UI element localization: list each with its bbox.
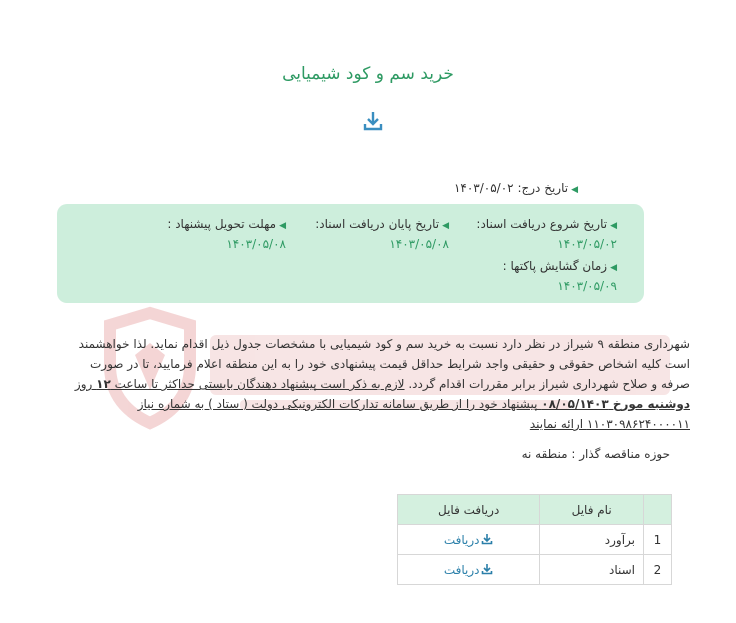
header-num (644, 495, 672, 525)
download-label: دریافت (443, 562, 480, 577)
doc-start-value: ۱۴۰۳/۰۵/۰۲ (557, 237, 617, 251)
deadline-label: مهلت تحویل پیشنهاد : (167, 217, 277, 231)
download-label: دریافت (443, 532, 480, 547)
description-submit: پیشنهاد خود را از طریق سامانه تدارکات الکترونیکی دولت ( ستاد ) به شماره نیاز ۱۱۰۳۰۹۸۶۲۴۰۰۰۰۱۱ ارائه نمایند (137, 397, 690, 431)
description-hour: ۱۲ (96, 377, 111, 391)
doc-start-label: تاریخ شروع دریافت اسناد: (476, 217, 608, 231)
opening-date (503, 259, 617, 293)
deadline-date (167, 217, 286, 251)
insert-date (454, 181, 578, 195)
table-row (398, 525, 672, 555)
doc-end-date (315, 217, 449, 251)
insert-date-value: ۱۴۰۳/۰۵/۰۲ (453, 181, 514, 195)
description-date: دوشنبه مورخ ۰۸/۰۵/۱۴۰۳ (541, 397, 690, 411)
page-title: خرید سم و کود شیمیایی (282, 64, 454, 84)
download-icon[interactable] (362, 110, 384, 132)
triangle-icon: ◀ (442, 221, 449, 231)
header-file-name: نام فایل (540, 495, 644, 525)
row-num: 1 (644, 525, 672, 555)
files-table (397, 494, 672, 585)
row-num: 2 (644, 555, 672, 585)
triangle-icon: ◀ (610, 221, 617, 231)
deadline-value: ۱۴۰۳/۰۵/۰۸ (226, 237, 286, 251)
triangle-icon: ◀ (279, 221, 286, 231)
opening-value: ۱۴۰۳/۰۵/۰۹ (557, 279, 617, 293)
insert-date-label: تاریخ درج: (517, 181, 569, 195)
table-row (398, 555, 672, 585)
triangle-icon: ◀ (610, 263, 617, 273)
doc-end-label: تاریخ پایان دریافت اسناد: (315, 217, 440, 231)
download-link[interactable] (398, 555, 540, 585)
description-day-word: روز (74, 377, 97, 391)
description (60, 334, 690, 434)
opening-label: زمان گشایش پاکتها : (502, 259, 608, 273)
tender-zone: حوزه مناقصه گذار : منطقه نه (521, 447, 670, 461)
dates-box (57, 204, 644, 303)
download-icon (481, 563, 493, 575)
doc-end-value: ۱۴۰۳/۰۵/۰۸ (389, 237, 449, 251)
header-download: دریافت فایل (398, 495, 540, 525)
description-notice: لازم به ذکر است پیشنهاد دهندگان بایستی حداکثر تا ساعت (110, 377, 405, 391)
doc-start-date (476, 217, 617, 251)
download-icon (481, 533, 493, 545)
description-text: شهرداری منطقه ۹ شیراز در نظر دارد نسبت به خرید سم و کود شیمیایی با مشخصات جدول ذیل اقدام نماید. لذا خواهشمند است کلیه اشخاص حقوقی و حقیقی واجد شرایط حداقل قیمت پیشنهادی خود را به این منطقه اعلام فرمایید، تا در صورت صرفه و صلاح شهرداری شیراز برابر مقررات اقدام گردد. (78, 337, 690, 391)
triangle-icon: ◀ (571, 185, 578, 195)
row-file-name: اسناد (540, 555, 644, 585)
table-header-row (398, 495, 672, 525)
row-file-name: برآورد (540, 525, 644, 555)
download-link[interactable] (398, 525, 540, 555)
